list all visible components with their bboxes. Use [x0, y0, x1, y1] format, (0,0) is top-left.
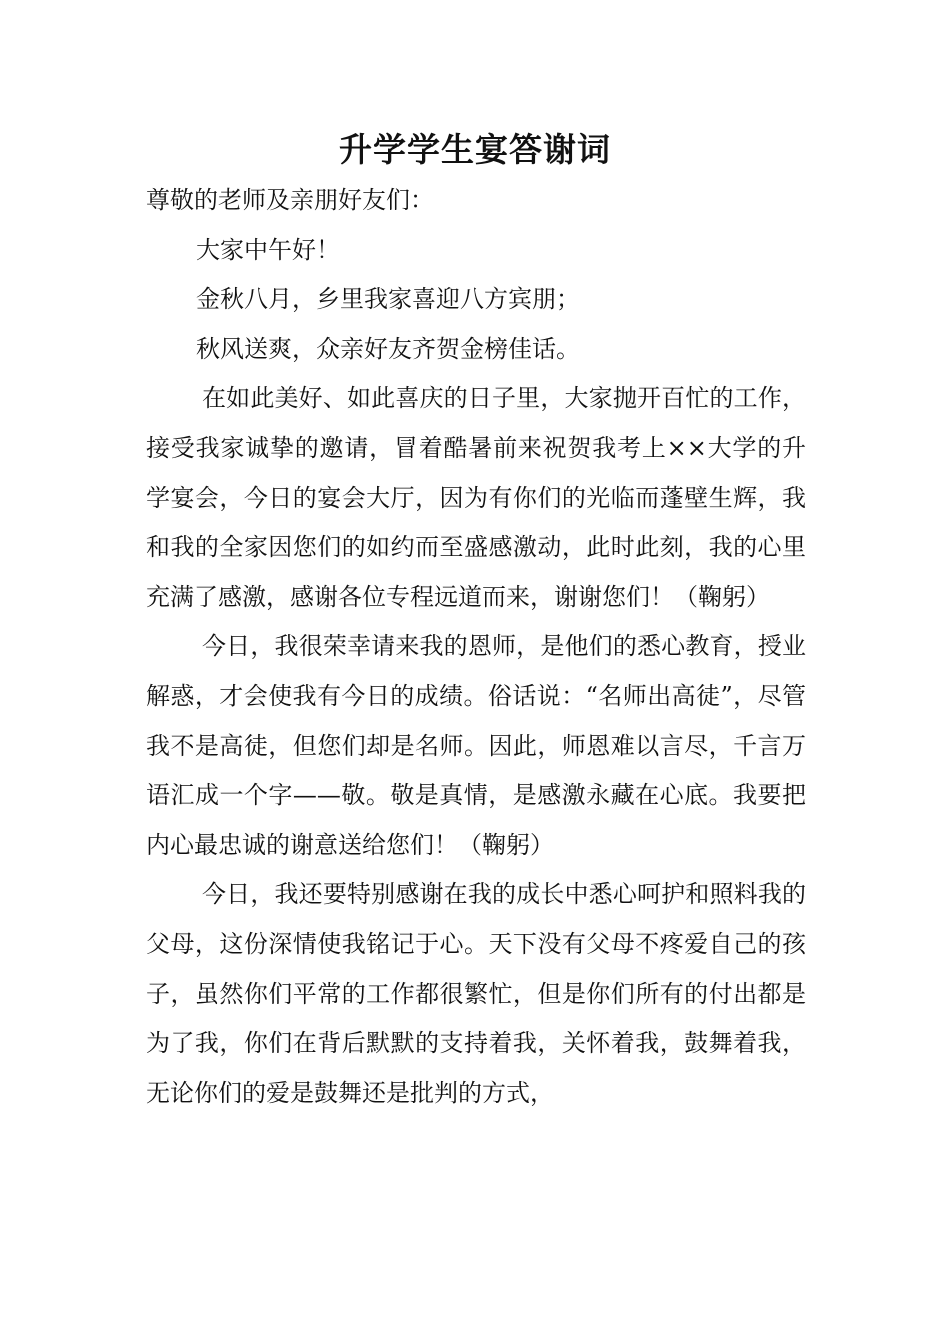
paragraph-2: 今日，我很荣幸请来我的恩师，是他们的悉心教育，授业解惑，才会使我有今日的成绩。俗话说：“名师出高徒”，尽管我不是高徒，但您们却是名师。因此，师恩难以言尽，千言万语汇成一个字——敬。敬是真情，是感激永藏在心底。我要把内心最忠诚的谢意送给您们！（鞠躬） — [146, 632, 806, 859]
document-body — [146, 176, 806, 1118]
salutation: 尊敬的老师及亲朋好友们： — [146, 186, 434, 214]
couplet-line-2: 秋风送爽，众亲好友齐贺金榜佳话。 — [196, 334, 580, 363]
document-title: 升学学生宴答谢词 — [339, 130, 611, 169]
paragraph-3: 今日，我还要特别感谢在我的成长中悉心呵护和照料我的父母，这份深情使我铭记于心。天下没有父母不疼爱自己的孩子，虽然你们平常的工作都很繁忙，但是你们所有的付出都是为了我，你们在背后默默的支持着我，关怀着我，鼓舞着我，无论你们的爱是鼓舞还是批判的方式， — [146, 880, 806, 1107]
couplet-line-1: 金秋八月，乡里我家喜迎八方宾朋； — [196, 285, 580, 314]
greeting: 大家中午好！ — [196, 235, 340, 264]
paragraph-1: 在如此美好、如此喜庆的日子里，大家抛开百忙的工作，接受我家诚挚的邀请，冒着酷暑前来祝贺我考上××大学的升学宴会，今日的宴会大厅，因为有你们的光临而蓬壁生辉，我和我的全家因您们的如约而至盛感激动，此时此刻，我的心里充满了感激，感谢各位专程远道而来，谢谢您们！（鞠躬） — [146, 384, 806, 611]
